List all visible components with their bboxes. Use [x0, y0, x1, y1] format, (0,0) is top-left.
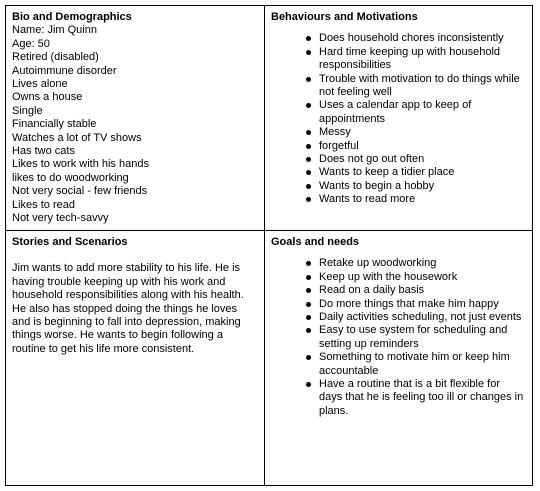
behaviour-item: [306, 46, 526, 73]
bio-line: Watches a lot of TV shows: [12, 131, 142, 144]
bullet-icon: [306, 288, 311, 293]
bio-line: Name: Jim Quinn: [12, 24, 97, 37]
behaviours-list: [271, 32, 526, 206]
bio-line: Single: [12, 104, 43, 117]
goal-text: Retake up woodworking: [319, 257, 437, 270]
bio-line: Age: 50: [12, 37, 50, 50]
goal-text: Easy to use system for scheduling and setting up reminders: [319, 324, 508, 350]
bio-line: Retired (disabled): [12, 51, 99, 64]
persona-table: [5, 5, 533, 486]
bio-demographics-title: Bio and Demographics: [12, 11, 132, 23]
goal-item: [306, 311, 526, 324]
behaviour-text: Wants to read more: [319, 193, 416, 206]
bio-line: Financially stable: [12, 118, 97, 131]
goal-item: [306, 284, 526, 297]
bio-demographics-list: [12, 24, 258, 225]
bio-line: likes to do woodworking: [12, 171, 129, 184]
behaviour-item: [306, 32, 526, 45]
bullet-icon: [306, 328, 311, 333]
bio-line: Not very social - few friends: [12, 185, 148, 198]
goal-item: [306, 257, 526, 270]
behaviour-text: Uses a calendar app to keep of appointments: [319, 99, 472, 125]
bullet-icon: [306, 261, 311, 266]
bullet-icon: [306, 157, 311, 162]
goal-item: [306, 351, 526, 378]
behaviour-text: Trouble with motivation to do things while not feeling well: [319, 72, 520, 99]
stories-scenarios-text: Jim wants to add more stability to his life. He is having trouble keeping up with his work and household responsibilities along with his health. He also has stopped doing the things he loves and is beginning to fall into depression, making things worse. He wants to begin following a routine to get his life more consistent.: [12, 262, 244, 355]
bio-line: Has two cats: [12, 145, 75, 158]
behaviour-text: Wants to keep a tidier place: [319, 166, 455, 179]
bio-line: Not very tech-savvy: [12, 212, 109, 225]
stories-scenarios-title: Stories and Scenarios: [12, 236, 128, 248]
bullet-icon: [306, 355, 311, 360]
goal-text: Daily activities scheduling, not just events: [319, 311, 522, 324]
bullet-icon: [306, 130, 311, 135]
goal-item: [306, 271, 526, 284]
bullet-icon: [306, 36, 311, 41]
goal-text: Have a routine that is a bit flexible for days that he is feeling too ill or changes in plans.: [319, 378, 524, 417]
bullet-icon: [306, 103, 311, 108]
bio-line: Lives alone: [12, 78, 68, 91]
behaviour-item: [306, 73, 526, 100]
behaviour-item: [306, 99, 526, 126]
bullet-icon: [306, 184, 311, 189]
goals-needs-title: Goals and needs: [271, 236, 360, 248]
bullet-icon: [306, 275, 311, 280]
bullet-icon: [306, 170, 311, 175]
bullet-icon: [306, 144, 311, 149]
bullet-icon: [306, 197, 311, 202]
goals-needs-cell: [265, 231, 532, 485]
behaviour-text: Does household chores inconsistently: [319, 32, 504, 45]
behaviour-item: [306, 166, 526, 179]
goal-item: [306, 324, 526, 351]
goal-item: [306, 298, 526, 311]
goals-list: [271, 257, 526, 418]
goal-text: Read on a daily basis: [319, 284, 425, 297]
bullet-icon: [306, 315, 311, 320]
bullet-icon: [306, 382, 311, 387]
bullet-icon: [306, 302, 311, 307]
behaviours-motivations-title: Behaviours and Motivations: [271, 11, 418, 23]
bio-line: Likes to work with his hands: [12, 158, 149, 171]
goal-text: Keep up with the housework: [319, 270, 458, 283]
behaviour-text: Hard time keeping up with household responsibilities: [319, 45, 501, 72]
behaviour-item: [306, 140, 526, 153]
behaviour-text: Wants to begin a hobby: [319, 179, 435, 192]
bullet-icon: [306, 50, 311, 55]
goal-item: [306, 378, 526, 418]
behaviour-text: Messy: [319, 126, 351, 139]
behaviour-item: [306, 193, 526, 206]
behaviour-text: Does not go out often: [319, 153, 425, 166]
behaviours-motivations-cell: [265, 6, 532, 231]
bio-line: Owns a house: [12, 91, 83, 104]
stories-scenarios-cell: [6, 231, 265, 485]
bio-demographics-cell: [6, 6, 265, 231]
behaviour-item: [306, 153, 526, 166]
bio-line: Likes to read: [12, 198, 75, 211]
behaviour-text: forgetful: [319, 139, 359, 152]
bullet-icon: [306, 77, 311, 82]
bio-line: Autoimmune disorder: [12, 64, 117, 77]
goal-text: Do more things that make him happy: [319, 297, 499, 310]
behaviour-item: [306, 180, 526, 193]
goal-text: Something to motivate him or keep him accountable: [319, 351, 510, 377]
behaviour-item: [306, 126, 526, 139]
